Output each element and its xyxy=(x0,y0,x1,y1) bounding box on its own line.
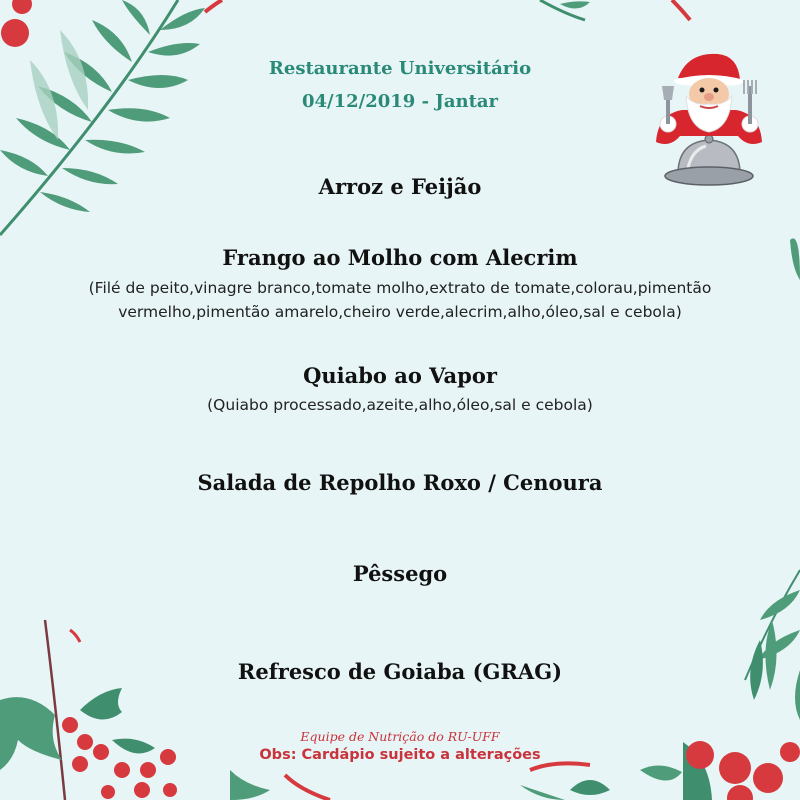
red-berry-icon xyxy=(1,0,32,47)
dish-main-course: Frango ao Molho com Alecrim xyxy=(222,245,578,270)
dish-dessert: Pêssego xyxy=(352,561,448,586)
nutrition-team-credit: Equipe de Nutrição do RU-UFF xyxy=(300,729,500,744)
dish-rice-beans: Arroz e Feijão xyxy=(318,174,482,199)
dish-salad: Salada de Repolho Roxo / Cenoura xyxy=(197,470,603,495)
dish-main-ingredients-line1: (Filé de peito,vinagre branco,tomate molho,extrato de tomate,colorau,pimentão xyxy=(88,279,712,297)
holly-leaf-icon xyxy=(0,620,155,800)
menu-date-meal: 04/12/2019 - Jantar xyxy=(301,91,499,112)
pine-branch-icon xyxy=(745,570,800,720)
dish-main-ingredients-line2: vermelho,pimentão amarelo,cheiro verde,alecrim,alho,óleo,sal e cebola) xyxy=(118,303,682,321)
disclaimer-note: Obs: Cardápio sujeito a alterações xyxy=(259,747,541,763)
dish-drink: Refresco de Goiaba (GRAG) xyxy=(237,659,563,684)
restaurant-title: Restaurante Universitário xyxy=(268,58,532,79)
dish-side: Quiabo ao Vapor xyxy=(303,363,497,388)
dish-side-ingredients: (Quiabo processado,azeite,alho,óleo,sal e cebola) xyxy=(207,396,593,414)
